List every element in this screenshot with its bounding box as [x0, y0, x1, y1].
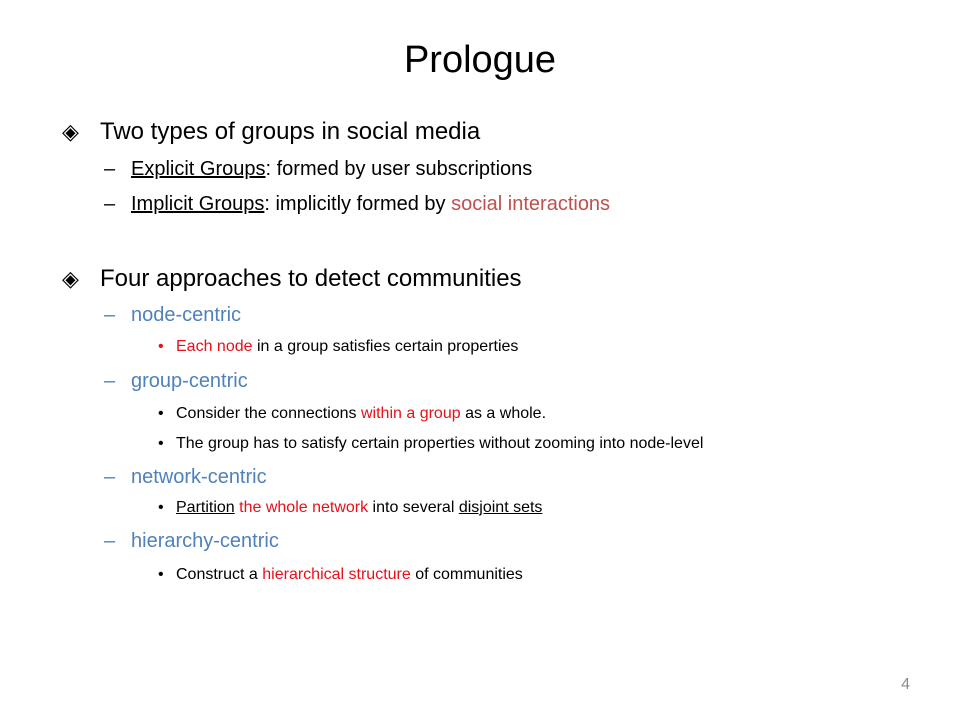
- bullet-text: Two types of groups in social media: [100, 118, 481, 145]
- dot-bullet-icon: •: [158, 499, 164, 516]
- implicit-groups-description: : implicitly formed by: [264, 193, 452, 215]
- point-text-post: as a whole.: [460, 405, 547, 422]
- dot-bullet-icon: •: [158, 566, 164, 583]
- partition-term: Partition: [176, 499, 235, 516]
- node-centric-label: node-centric: [131, 304, 242, 326]
- point-network-centric: [158, 497, 542, 519]
- dash-bullet-icon: –: [104, 466, 116, 488]
- point-text: in a group satisfies certain properties: [252, 338, 519, 355]
- diamond-bullet-icon: ◈: [62, 119, 79, 144]
- point-group-centric-2: [158, 433, 703, 455]
- social-interactions-highlight: social interactions: [451, 193, 611, 215]
- point-hierarchy-centric: [158, 564, 523, 586]
- implicit-groups-term: Implicit Groups: [131, 193, 265, 215]
- point-text: The group has to satisfy certain properties without zooming into node-level: [176, 435, 704, 452]
- dash-bullet-icon: –: [104, 193, 116, 215]
- point-text-middle: into several: [368, 499, 459, 516]
- group-centric-label: group-centric: [131, 370, 248, 392]
- dash-bullet-icon: –: [104, 158, 116, 180]
- sub-bullet-hierarchy-centric: [104, 528, 279, 554]
- sub-bullet-network-centric: [104, 464, 267, 490]
- point-text-pre: Consider the connections: [176, 405, 361, 422]
- point-text-pre: Construct a: [176, 566, 263, 583]
- whole-network-highlight: the whole network: [234, 499, 369, 516]
- hierarchy-centric-label: hierarchy-centric: [131, 530, 279, 552]
- bullet-two-types-of-groups: [62, 117, 480, 147]
- hierarchical-structure-highlight: hierarchical structure: [262, 566, 411, 583]
- explicit-groups-term: Explicit Groups: [131, 158, 266, 180]
- diamond-bullet-icon: ◈: [62, 266, 79, 291]
- dash-bullet-icon: –: [104, 530, 116, 552]
- slide-title: Prologue: [403, 39, 557, 81]
- explicit-groups-description: : formed by user subscriptions: [265, 158, 533, 180]
- each-node-highlight: Each node: [176, 338, 253, 355]
- network-centric-label: network-centric: [131, 466, 267, 488]
- disjoint-sets-term: disjoint sets: [458, 499, 543, 516]
- dash-bullet-icon: –: [104, 370, 116, 392]
- dot-bullet-icon: •: [158, 405, 164, 422]
- sub-bullet-node-centric: [104, 302, 241, 328]
- sub-bullet-explicit-groups: [104, 156, 532, 182]
- dot-bullet-icon: •: [158, 435, 164, 452]
- bullet-text: Four approaches to detect communities: [100, 265, 522, 292]
- point-text-post: of communities: [410, 566, 523, 583]
- page-number: 4: [901, 676, 910, 693]
- dot-bullet-icon: •: [158, 338, 164, 355]
- sub-bullet-group-centric: [104, 368, 248, 394]
- within-a-group-highlight: within a group: [361, 405, 461, 422]
- dash-bullet-icon: –: [104, 304, 116, 326]
- bullet-four-approaches: [62, 264, 522, 294]
- point-node-centric: [158, 336, 518, 358]
- sub-bullet-implicit-groups: [104, 191, 610, 217]
- point-group-centric-1: [158, 403, 546, 425]
